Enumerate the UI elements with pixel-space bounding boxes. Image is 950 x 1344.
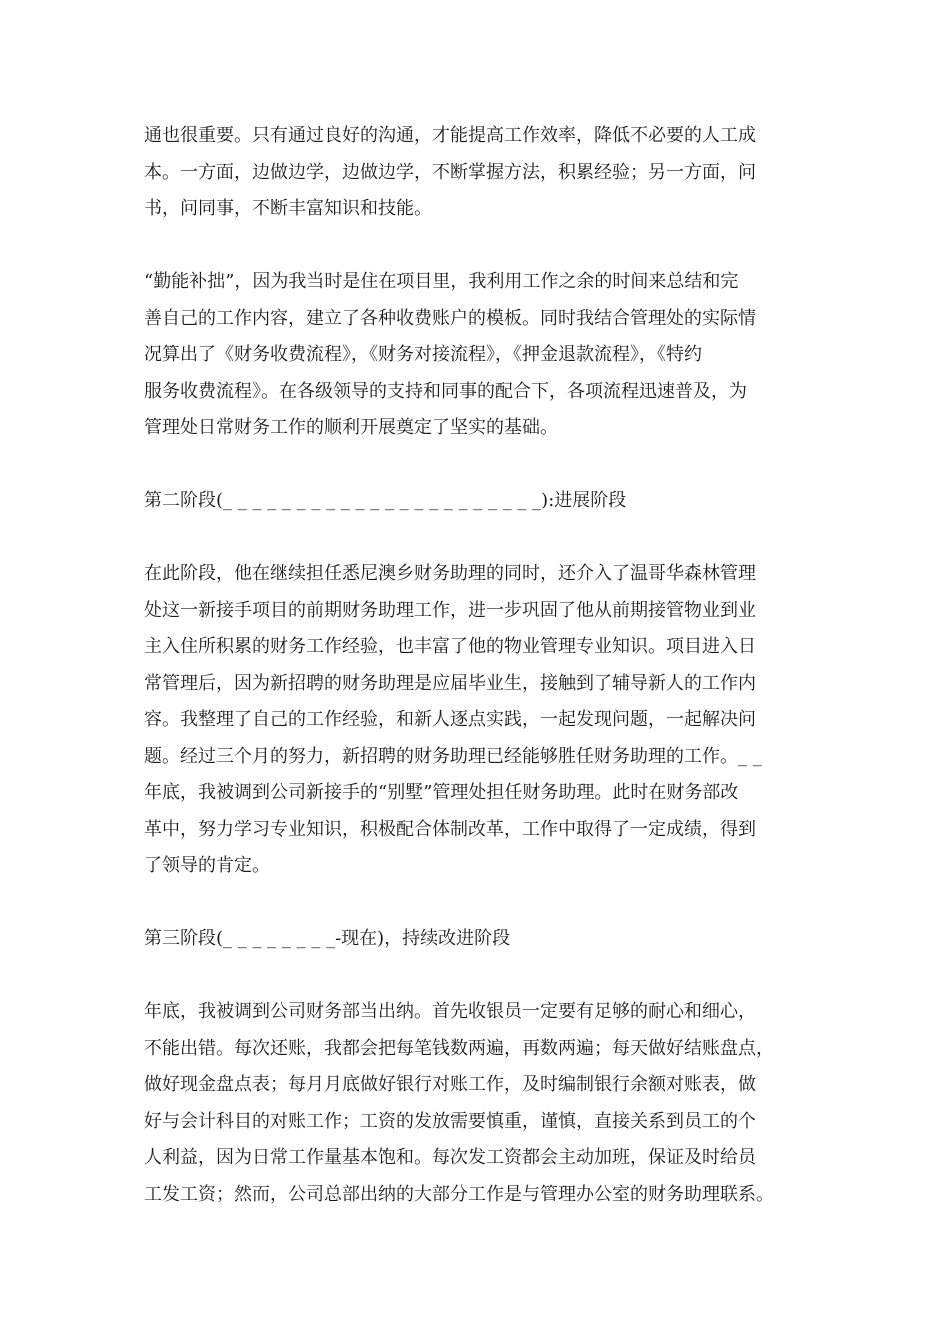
paragraph-gap — [144, 228, 814, 265]
text-line: 革中，努力学习专业知识，积极配合体制改革，工作中取得了一定成绩，得到 — [144, 818, 756, 840]
text-line: 管理处日常财务工作的顺利开展奠定了坚实的基础。 — [144, 417, 558, 438]
text-line: 人利益，因为日常工作量基本饱和。每次发工资都会主动加班，保证及时给员 — [144, 1147, 756, 1168]
text-line: 工发工资；然而，公司总部出纳的大部分工作是与管理办公室的财务助理联系。 — [144, 1183, 774, 1205]
document-page — [144, 118, 814, 1213]
text-line: 通也很重要。只有通过良好的沟通，才能提高工作效率，降低不必要的人工成 — [144, 125, 756, 146]
text-line: 好与会计科目的对账工作；工资的发放需要慎重，谨慎，直接关系到员工的个 — [144, 1110, 756, 1132]
heading-line: 第三阶段(_ _ _ _ _ _ _ _-现在)，持续改进阶段 — [144, 928, 511, 949]
text-line: 善自己的工作内容，建立了各种收费账户的模板。同时我结合管理处的实际情 — [144, 307, 756, 329]
paragraph-gap — [144, 447, 814, 484]
paragraph-gap — [144, 885, 814, 922]
text-line: 年底，我被调到公司新接手的“别墅”管理处担任财务助理。此时在财务部改 — [144, 782, 739, 803]
paragraph-1 — [144, 118, 814, 228]
text-line: 不能出错。每次还账，我都会把每笔钱数两遍，再数两遍；每天做好结账盘点， — [144, 1037, 774, 1059]
text-line: 处这一新接手项目的前期财务助理工作，进一步巩固了他从前期接管物业到业 — [144, 599, 756, 621]
text-line: 容。我整理了自己的工作经验，和新人逐点实践，一起发现问题，一起解决问 — [144, 709, 756, 730]
text-line: 本。一方面，边做边学，边做边学，不断掌握方法，积累经验；另一方面，问 — [144, 161, 756, 183]
paragraph-gap — [144, 520, 814, 557]
text-line: 年底，我被调到公司财务部当出纳。首先收银员一定要有足够的耐心和细心， — [144, 1001, 756, 1022]
text-line: 做好现金盘点表；每月月底做好银行对账工作，及时编制银行余额对账表，做 — [144, 1074, 756, 1095]
section-heading-stage-three — [144, 921, 814, 958]
text-line: 况算出了《财务收费流程》，《财务对接流程》，《押金退款流程》，《特约 — [144, 344, 702, 365]
text-line: 主入住所积累的财务工作经验，也丰富了他的物业管理专业知识。项目进入日 — [144, 636, 756, 657]
paragraph-6 — [144, 994, 814, 1213]
heading-line: 第二阶段(_ _ _ _ _ _ _ _ _ _ _ _ _ _ _ _ _ _ _ _ _ _):进展阶段 — [144, 490, 627, 511]
text-line: 了领导的肯定。 — [144, 855, 270, 876]
paragraph-gap — [144, 958, 814, 995]
section-heading-stage-two — [144, 483, 814, 520]
text-line: 服务收费流程》。在各级领导的支持和同事的配合下，各项流程迅速普及，为 — [144, 380, 747, 402]
paragraph-2 — [144, 264, 814, 447]
text-line: “勤能补拙”，因为我当时是住在项目里，我利用工作之余的时间来总结和完 — [144, 271, 739, 292]
text-line: 题。经过三个月的努力，新招聘的财务助理已经能够胜任财务助理的工作。_ _ — [144, 745, 762, 767]
text-line: 书，问同事，不断丰富知识和技能。 — [144, 198, 432, 219]
paragraph-4 — [144, 556, 814, 885]
text-line: 在此阶段，他在继续担任悉尼澳乡财务助理的同时，还介入了温哥华森林管理 — [144, 563, 756, 584]
text-line: 常管理后，因为新招聘的财务助理是应届毕业生，接触到了辅导新人的工作内 — [144, 672, 756, 694]
